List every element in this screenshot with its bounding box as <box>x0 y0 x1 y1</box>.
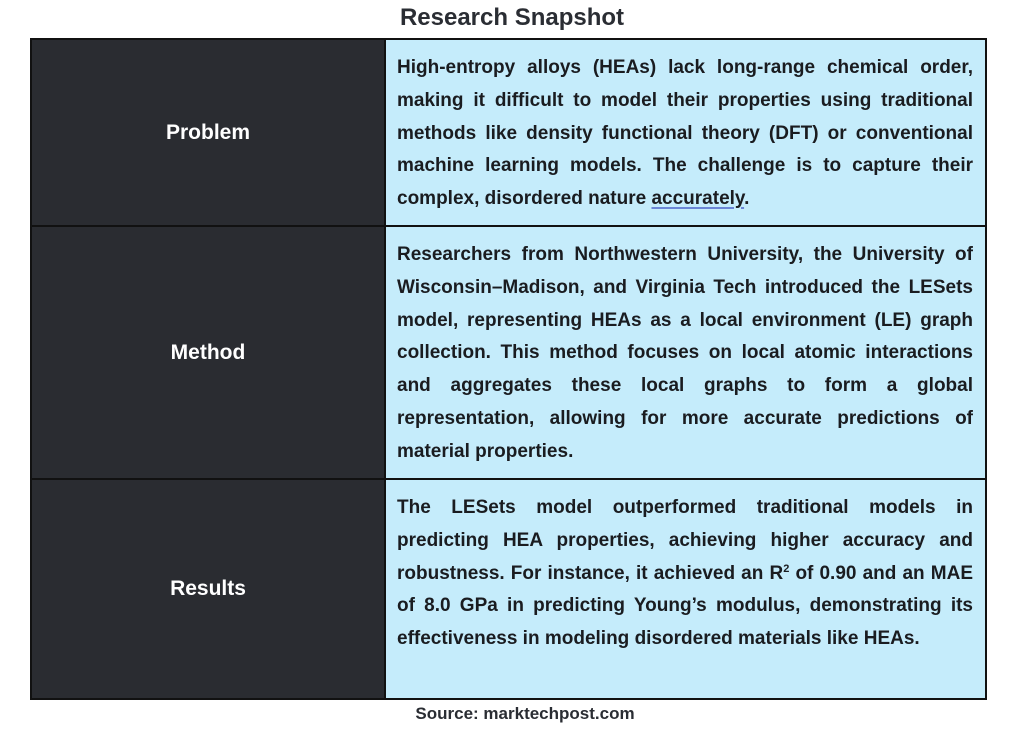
row-label-method: Method <box>31 226 385 479</box>
results-text-end: of 0.90 and an MAE of 8.0 GPa in predicting Young’s modulus, demonstrating its effectiveness in modeling disordered materials like HEAs. <box>397 562 973 650</box>
row-label-results: Results <box>31 479 385 699</box>
row-text-problem <box>385 39 986 226</box>
spellcheck-underlined-word: accurately <box>651 188 745 210</box>
table-row-results <box>31 479 986 699</box>
row-label-problem: Problem <box>31 39 385 226</box>
problem-text: High-entropy alloys (HEAs) lack long-range chemical order, making it difficult to model their properties using traditional methods like density functional theory (DFT) or conventional machine learning models. The challenge is to capture their complex, disordered nature <box>397 57 973 210</box>
table-row-problem <box>31 39 986 226</box>
research-snapshot-table <box>30 38 987 700</box>
problem-text-end: . <box>744 188 750 210</box>
r-squared-superscript: 2 <box>783 562 790 575</box>
row-text-method: Researchers from Northwestern University, the University of Wisconsin–Madison, and Virginia Tech introduced the LESets model, representing HEAs as a local environment (LE) graph collection. This method focuses on local atomic interactions and aggregates these local graphs to form a global representation, allowing for more accurate predictions of material properties. <box>385 226 986 479</box>
source-caption: Source: marktechpost.com <box>415 704 635 723</box>
results-text: The LESets model outperformed traditional models in predicting HEA properties, achieving higher accuracy and robustness. For instance, it achieved an R <box>397 497 973 584</box>
row-text-results <box>385 479 986 699</box>
page-title: Research Snapshot <box>399 4 625 31</box>
table-row-method <box>31 226 986 479</box>
